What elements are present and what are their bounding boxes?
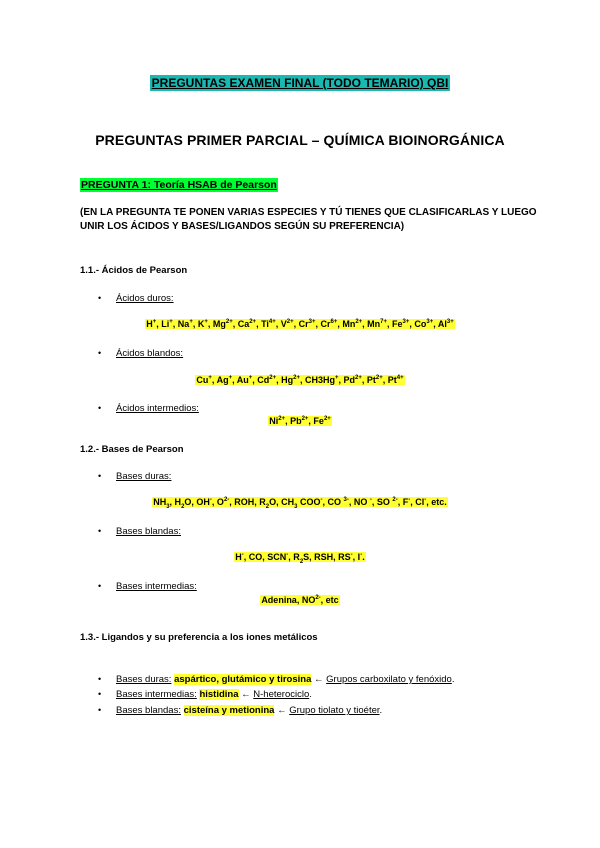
ligands-hard-group: Grupos carboxilato y fenóxido (326, 674, 452, 685)
question-label: PREGUNTA 1: Teoría HSAB de Pearson (81, 179, 277, 191)
bullet-dot: • (98, 293, 102, 303)
section-bases-heading: 1.2.- Bases de Pearson (80, 444, 184, 455)
question-heading (80, 179, 278, 191)
ligands-intermediate-group: N-heterociclo (253, 689, 310, 700)
bases-intermediate-item (98, 581, 197, 592)
ligands-soft-values: cisteína y metionina (183, 705, 275, 716)
bases-hard-values: $NH_3$, $H_2O$, OH-, $O^{2-}$, ROH, $R_2O$, $CH_3$ COO-, CO $^{3-}$, NO -, SO $^{2-}$, F-, Cl-, etc. (153, 497, 447, 510)
bullet-dot: • (98, 526, 102, 536)
section-ligands-heading: 1.3.- Ligandos y su preferencia a los iones metálicos (80, 632, 318, 643)
bullet-dot: • (98, 674, 102, 684)
bases-soft-item (98, 526, 181, 537)
acids-intermediate-label: Ácidos intermedios: (116, 403, 199, 414)
acids-intermediate-values: $Ni^{2+}$, $Pb^{2+}$, $Fe^{2+}$ (269, 416, 331, 426)
ligands-hard-item: • Bases duras: aspártico, glutámico y tirosina ← Grupos carboxilato y fenóxido. (98, 674, 455, 685)
bases-hard-item (98, 471, 172, 482)
bullet-dot: • (98, 689, 102, 699)
question-description: (EN LA PREGUNTA TE PONEN VARIAS ESPECIES Y TÚ TIENES QUE CLASIFICARLAS Y LUEGO UNIR LOS ÁCIDOS Y BASES/LIGANDOS SEGÚN SU PREFERENCIA) (80, 207, 537, 232)
ligands-intermediate-prefix: Bases intermedias: (116, 689, 197, 700)
arrow-left-icon: ← (277, 705, 287, 716)
main-title (0, 76, 600, 90)
section-acids-heading: 1.1.- Ácidos de Pearson (80, 265, 188, 276)
main-title-text: PREGUNTAS EXAMEN FINAL (TODO TEMARIO) QBI (151, 76, 449, 90)
ligands-hard-prefix: Bases duras: (116, 674, 172, 685)
bases-intermediate-label: Bases intermedias: (116, 581, 197, 592)
acids-soft-item (98, 348, 184, 359)
acids-hard-values: H+, Li+, Na+, K+, $Mg^{2+}$, $Ca^{2+}$, $Ti^{4+}$, $V^{2+}$, $Cr^{3+}$, $Cr^{6+}$, $Mn^{2+}$, $Mn^{7+}$, $Fe^{3+}$, $Co^{3+}$, $Al^{3+}$ (146, 319, 454, 329)
bullet-dot: • (98, 581, 102, 591)
bases-soft-values: H-, CO, SCN-, $R_2S$, RSH, RS-, I-. (235, 552, 365, 565)
bullet-dot: • (98, 705, 102, 715)
acids-hard-label: Ácidos duros: (116, 293, 174, 304)
bullet-dot: • (98, 403, 102, 413)
acids-hard-item (98, 293, 174, 304)
subtitle: PREGUNTAS PRIMER PARCIAL – QUÍMICA BIOINORGÁNICA (95, 132, 505, 148)
arrow-left-icon: ← (241, 689, 251, 700)
bullet-dot: • (98, 348, 102, 358)
bases-hard-label: Bases duras: (116, 471, 172, 482)
ligands-intermediate-item: • Bases intermedias: histidina ← N-heterociclo. (98, 689, 312, 700)
acids-soft-label: Ácidos blandos: (116, 348, 184, 359)
ligands-soft-group: Grupo tiolato y tioéter (289, 705, 380, 716)
bullet-dot: • (98, 471, 102, 481)
ligands-soft-prefix: Bases blandas: (116, 705, 181, 716)
bases-intermediate-values: Adenina, $NO^{2-}$, etc (261, 595, 339, 605)
ligands-intermediate-values: histidina (199, 689, 239, 700)
ligands-soft-item: • Bases blandas: cisteína y metionina ← Grupo tiolato y tioéter. (98, 705, 383, 716)
acids-intermediate-item (98, 403, 199, 414)
acids-soft-values: Cu+, Ag+, Au+, $Cd^{2+}$, $Hg^{2+}$, CH3Hg+, $Pd^{2+}$, $Pt^{2+}$, $Pt^{4+}$ (196, 375, 404, 385)
ligands-hard-values: aspártico, glutámico y tirosina (174, 674, 312, 685)
arrow-left-icon: ← (314, 674, 324, 685)
bases-soft-label: Bases blandas: (116, 526, 181, 537)
